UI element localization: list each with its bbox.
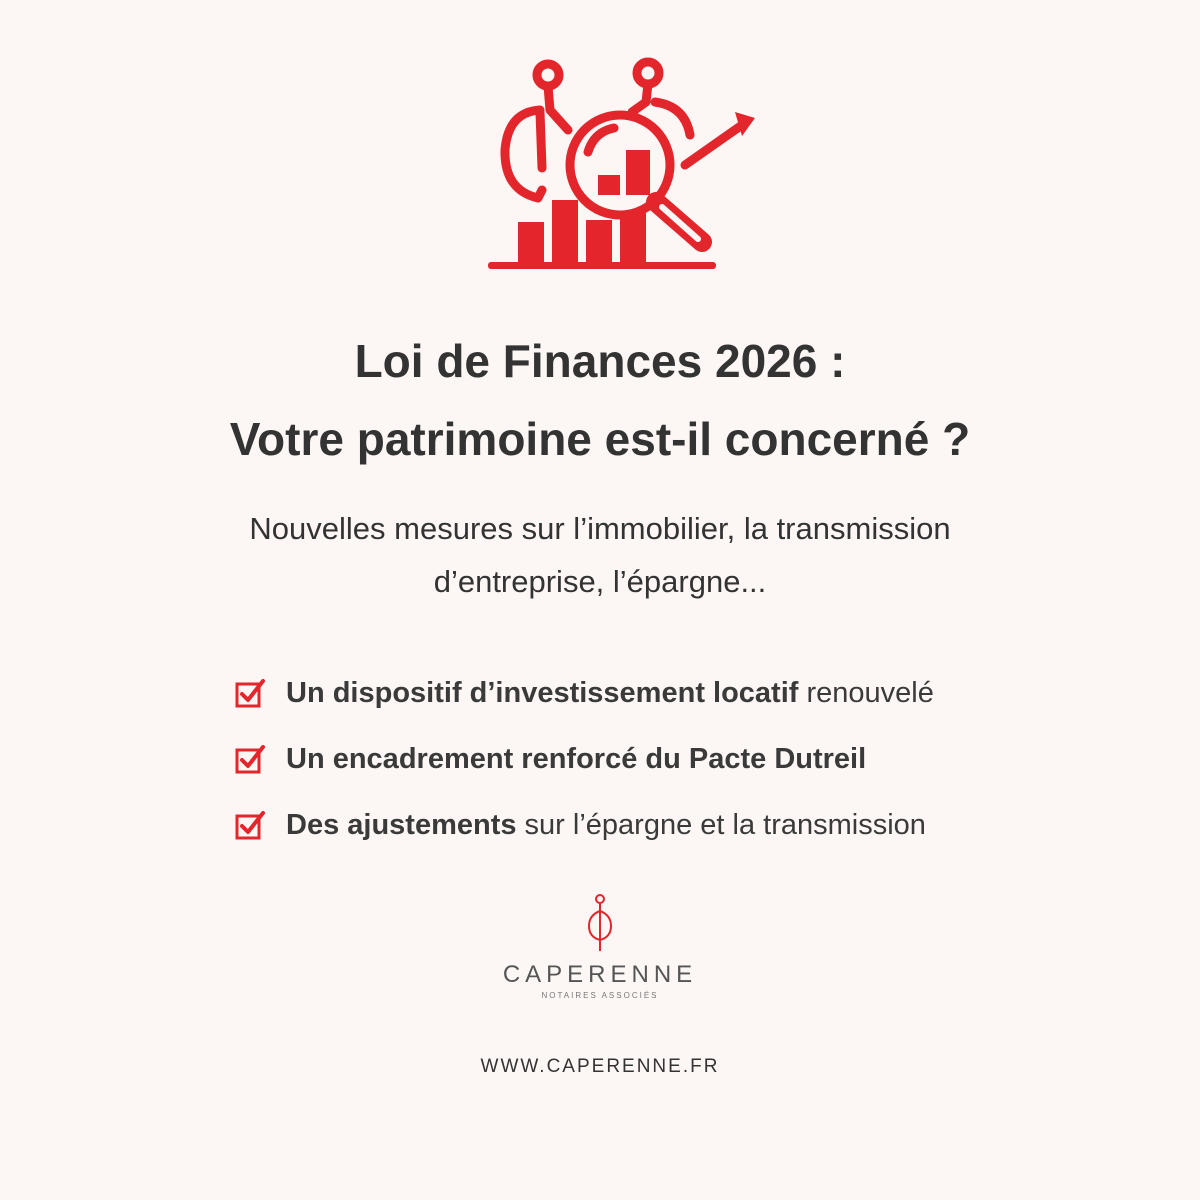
checkbox-checked-icon <box>234 743 266 775</box>
page-title <box>0 322 1200 478</box>
subtitle-line-1: Nouvelles mesures sur l’immobilier, la transmission <box>249 511 951 546</box>
checkbox-checked-icon <box>234 809 266 841</box>
title-line-1: Loi de Finances 2026 : <box>354 335 846 387</box>
list-item <box>234 792 1114 858</box>
checklist <box>234 660 1114 858</box>
list-item-bold: Un encadrement renforcé du Pacte Dutreil <box>286 742 867 775</box>
list-item-text <box>286 809 926 842</box>
list-item <box>234 726 1114 792</box>
website-link[interactable]: WWW.CAPERENNE.FR <box>480 1056 720 1077</box>
list-item-text <box>286 677 934 710</box>
brand-name: CAPERENNE <box>502 961 698 988</box>
caperenne-logo-mark <box>585 893 615 953</box>
subtitle <box>150 502 1050 608</box>
brand-tagline: NOTAIRES ASSOCIÉS <box>541 991 659 1000</box>
title-line-2: Votre patrimoine est-il concerné ? <box>229 413 971 465</box>
checkbox-checked-icon <box>234 677 266 709</box>
subtitle-line-2: d’entreprise, l’épargne... <box>433 564 767 599</box>
list-item <box>234 660 1114 726</box>
list-item-rest: renouvelé <box>798 676 934 709</box>
analytics-magnifier-chart-icon <box>480 50 760 280</box>
list-item-bold: Des ajustements <box>286 808 517 841</box>
list-item-text <box>286 743 866 776</box>
brand-logo <box>0 893 1200 1000</box>
list-item-rest: sur l’épargne et la transmission <box>516 808 926 841</box>
list-item-bold: Un dispositif d’investissement locatif <box>286 676 799 709</box>
